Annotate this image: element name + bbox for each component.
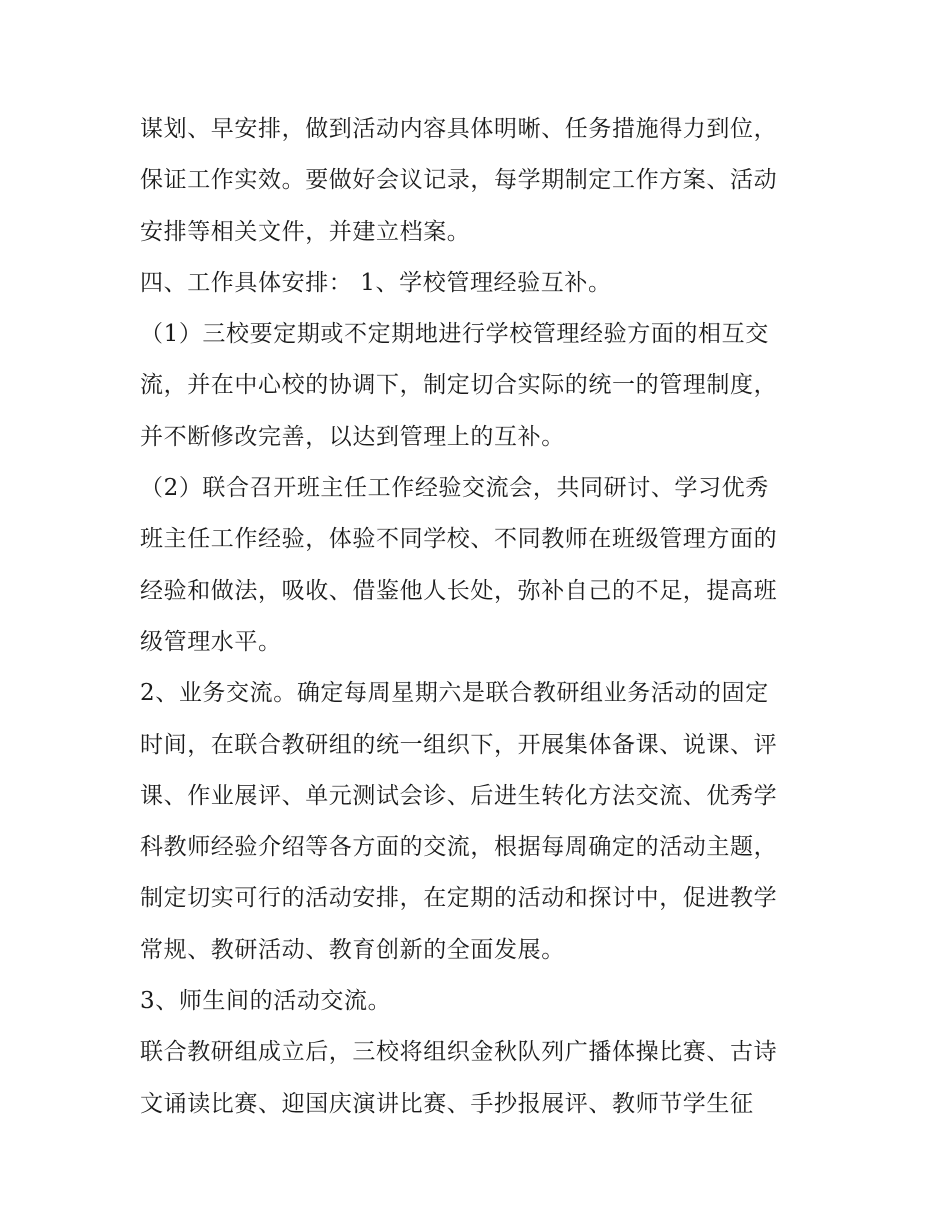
section-heading: 四、工作具体安排： 1、学校管理经验互补。 bbox=[140, 269, 612, 296]
text-line: 课、作业展评、单元测试会诊、后进生转化方法交流、优秀学 bbox=[140, 782, 778, 809]
text-line: 班主任工作经验，体验不同学校、不同教师在班级管理方面的 bbox=[140, 526, 778, 553]
text-line: 级管理水平。 bbox=[140, 628, 282, 655]
text-line: 制定切实可行的活动安排，在定期的活动和探讨中，促进教学 bbox=[140, 885, 778, 912]
text-line: 并不断修改完善，以达到管理上的互补。 bbox=[140, 423, 565, 450]
text-line: 常规、教研活动、教育创新的全面发展。 bbox=[140, 936, 565, 963]
text-line: （2）联合召开班主任工作经验交流会，共同研讨、学习优秀 bbox=[140, 475, 769, 502]
body-text bbox=[140, 104, 820, 1130]
text-line: 文诵读比赛、迎国庆演讲比赛、手抄报展评、教师节学生征 bbox=[140, 1090, 754, 1117]
text-line: 保证工作实效。要做好会议记录，每学期制定工作方案、活动 bbox=[140, 167, 778, 194]
text-line: 2、业务交流。确定每周星期六是联合教研组业务活动的固定 bbox=[140, 680, 769, 707]
text-line: 谋划、早安排，做到活动内容具体明晰、任务措施得力到位， bbox=[140, 116, 778, 142]
text-line: （1）三校要定期或不定期地进行学校管理经验方面的相互交 bbox=[140, 321, 769, 348]
text-line: 3、师生间的活动交流。 bbox=[140, 988, 392, 1015]
text-line: 联合教研组成立后，三校将组织金秋队列广播体操比赛、古诗 bbox=[140, 1039, 778, 1066]
text-line: 经验和做法，吸收、借鉴他人长处，弥补自己的不足，提高班 bbox=[140, 577, 778, 604]
text-line: 时间，在联合教研组的统一组织下，开展集体备课、说课、评 bbox=[140, 731, 778, 758]
text-line: 安排等相关文件，并建立档案。 bbox=[140, 218, 471, 245]
text-line: 科教师经验介绍等各方面的交流，根据每周确定的活动主题， bbox=[140, 834, 778, 861]
text-line: 流，并在中心校的协调下，制定切合实际的统一的管理制度， bbox=[140, 372, 778, 399]
